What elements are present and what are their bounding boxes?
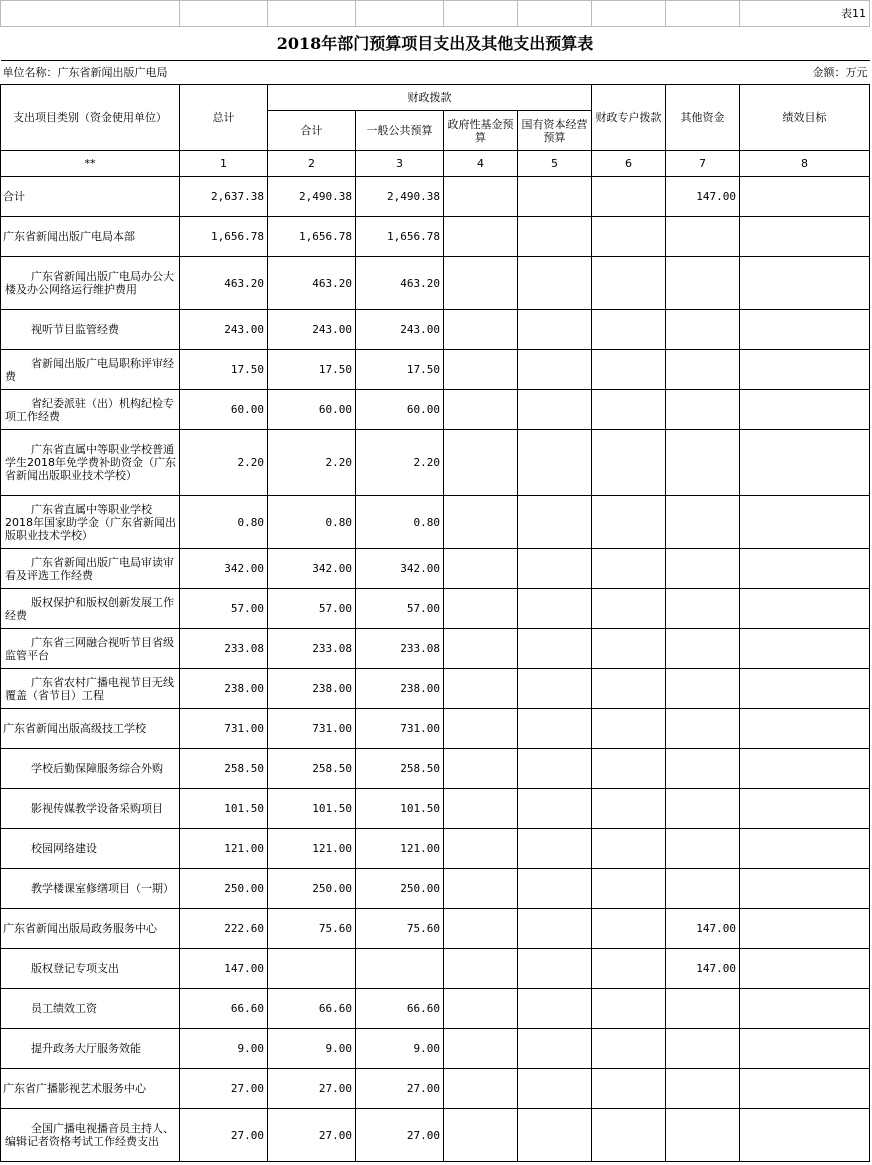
cell-general: 27.00 xyxy=(356,1109,444,1162)
row-name: 广东省新闻出版广电局审读审看及评选工作经费 xyxy=(1,549,180,589)
row-name: 学校后勤保障服务综合外购 xyxy=(1,749,180,789)
cell-other xyxy=(666,669,740,709)
cell-state-capital xyxy=(518,589,592,629)
table-row xyxy=(1,989,870,1029)
cell-special xyxy=(592,310,666,350)
cell-general: 57.00 xyxy=(356,589,444,629)
cell-performance xyxy=(740,709,870,749)
cell-gov-fund xyxy=(444,989,518,1029)
cell-fiscal-total: 121.00 xyxy=(268,829,356,869)
table-row xyxy=(1,629,870,669)
cell-performance xyxy=(740,869,870,909)
cell-other xyxy=(666,350,740,390)
cell-other xyxy=(666,829,740,869)
row-name: 广东省新闻出版局政务服务中心 xyxy=(1,909,180,949)
cell-special xyxy=(592,350,666,390)
cell-general: 9.00 xyxy=(356,1029,444,1069)
cell-state-capital xyxy=(518,829,592,869)
cell-performance xyxy=(740,629,870,669)
cell-fiscal-total: 0.80 xyxy=(268,496,356,549)
cell-total: 250.00 xyxy=(180,869,268,909)
cell-performance xyxy=(740,177,870,217)
cell-performance xyxy=(740,430,870,496)
table-row xyxy=(1,549,870,589)
cell-performance xyxy=(740,789,870,829)
cell-state-capital xyxy=(518,549,592,589)
row-name: 视听节目监管经费 xyxy=(1,310,180,350)
cell-special xyxy=(592,217,666,257)
cell-performance xyxy=(740,1069,870,1109)
cell-general: 731.00 xyxy=(356,709,444,749)
cell-performance xyxy=(740,749,870,789)
cell-state-capital xyxy=(518,989,592,1029)
cell-gov-fund xyxy=(444,629,518,669)
cell-other xyxy=(666,430,740,496)
cell-fiscal-total: 731.00 xyxy=(268,709,356,749)
cell-performance xyxy=(740,589,870,629)
cell-fiscal-total: 2,490.38 xyxy=(268,177,356,217)
cell-general: 101.50 xyxy=(356,789,444,829)
cell-total: 2,637.38 xyxy=(180,177,268,217)
cell-total: 463.20 xyxy=(180,257,268,310)
cell-fiscal-total: 9.00 xyxy=(268,1029,356,1069)
cell-other xyxy=(666,989,740,1029)
page-title: 2018年部门预算项目支出及其他支出预算表 xyxy=(1,27,870,61)
header-row-1 xyxy=(1,85,870,111)
cell-gov-fund xyxy=(444,1029,518,1069)
cell-total: 60.00 xyxy=(180,390,268,430)
cell-general: 233.08 xyxy=(356,629,444,669)
cell-general: 238.00 xyxy=(356,669,444,709)
cell-other: 147.00 xyxy=(666,949,740,989)
table-row xyxy=(1,310,870,350)
cell-general: 342.00 xyxy=(356,549,444,589)
cell-total: 243.00 xyxy=(180,310,268,350)
cell-other: 147.00 xyxy=(666,909,740,949)
cell-other xyxy=(666,589,740,629)
cell-performance xyxy=(740,949,870,989)
table-row xyxy=(1,949,870,989)
cell-state-capital xyxy=(518,669,592,709)
cell-general: 60.00 xyxy=(356,390,444,430)
unit-label: 单位名称：广东省新闻出版广电局 xyxy=(1,61,518,85)
index-cell: 4 xyxy=(444,151,518,177)
table-row xyxy=(1,589,870,629)
cell-state-capital xyxy=(518,177,592,217)
index-cell: 7 xyxy=(666,151,740,177)
cell-fiscal-total: 75.60 xyxy=(268,909,356,949)
cell-gov-fund xyxy=(444,949,518,989)
unit-row xyxy=(1,61,870,85)
header-gov-fund: 政府性基金预算 xyxy=(444,111,518,151)
cell-special xyxy=(592,549,666,589)
table-row xyxy=(1,390,870,430)
cell-special xyxy=(592,949,666,989)
table-row xyxy=(1,1069,870,1109)
cell-state-capital xyxy=(518,496,592,549)
cell-general: 66.60 xyxy=(356,989,444,1029)
cell-fiscal-total: 27.00 xyxy=(268,1109,356,1162)
cell-special xyxy=(592,669,666,709)
cell-fiscal-total: 238.00 xyxy=(268,669,356,709)
cell-special xyxy=(592,869,666,909)
cell-state-capital xyxy=(518,909,592,949)
cell-other xyxy=(666,1029,740,1069)
header-fiscal: 财政拨款 xyxy=(268,85,592,111)
cell-performance xyxy=(740,1109,870,1162)
cell-total: 233.08 xyxy=(180,629,268,669)
table-row xyxy=(1,217,870,257)
cell-special xyxy=(592,430,666,496)
row-name: 广东省新闻出版广电局办公大楼及办公网络运行维护费用 xyxy=(1,257,180,310)
cell-special xyxy=(592,257,666,310)
cell-gov-fund xyxy=(444,709,518,749)
header-fiscal-total: 合计 xyxy=(268,111,356,151)
index-cell: 8 xyxy=(740,151,870,177)
cell-total: 17.50 xyxy=(180,350,268,390)
cell-gov-fund xyxy=(444,829,518,869)
cell-general xyxy=(356,949,444,989)
table-number: 表11 xyxy=(740,1,870,27)
cell-fiscal-total: 60.00 xyxy=(268,390,356,430)
cell-general: 243.00 xyxy=(356,310,444,350)
header-performance: 绩效目标 xyxy=(740,85,870,151)
cell-fiscal-total: 250.00 xyxy=(268,869,356,909)
table-row xyxy=(1,430,870,496)
cell-total: 121.00 xyxy=(180,829,268,869)
cell-special xyxy=(592,909,666,949)
cell-state-capital xyxy=(518,1069,592,1109)
cell-state-capital xyxy=(518,430,592,496)
cell-other xyxy=(666,549,740,589)
index-cell: 5 xyxy=(518,151,592,177)
cell-total: 731.00 xyxy=(180,709,268,749)
cell-general: 258.50 xyxy=(356,749,444,789)
cell-gov-fund xyxy=(444,1069,518,1109)
cell-special xyxy=(592,749,666,789)
cell-state-capital xyxy=(518,310,592,350)
row-name: 教学楼课室修缮项目（一期） xyxy=(1,869,180,909)
cell-other xyxy=(666,217,740,257)
table-row xyxy=(1,909,870,949)
cell-special xyxy=(592,1029,666,1069)
cell-special xyxy=(592,1109,666,1162)
cell-gov-fund xyxy=(444,310,518,350)
cell-special xyxy=(592,709,666,749)
cell-total: 2.20 xyxy=(180,430,268,496)
cell-other xyxy=(666,390,740,430)
table-row xyxy=(1,789,870,829)
cell-special xyxy=(592,1069,666,1109)
cell-other xyxy=(666,789,740,829)
cell-fiscal-total: 1,656.78 xyxy=(268,217,356,257)
cell-other xyxy=(666,629,740,669)
header-category: 支出项目类别（资金使用单位） xyxy=(1,85,180,151)
cell-general: 17.50 xyxy=(356,350,444,390)
cell-performance xyxy=(740,310,870,350)
cell-performance xyxy=(740,496,870,549)
index-cell: 6 xyxy=(592,151,666,177)
cell-performance xyxy=(740,989,870,1029)
cell-gov-fund xyxy=(444,177,518,217)
cell-other: 147.00 xyxy=(666,177,740,217)
cell-fiscal-total: 243.00 xyxy=(268,310,356,350)
table-row xyxy=(1,709,870,749)
cell-performance xyxy=(740,829,870,869)
cell-other xyxy=(666,496,740,549)
cell-performance xyxy=(740,350,870,390)
header-special: 财政专户拨款 xyxy=(592,85,666,151)
cell-total: 9.00 xyxy=(180,1029,268,1069)
cell-special xyxy=(592,589,666,629)
row-name: 广东省广播影视艺术服务中心 xyxy=(1,1069,180,1109)
cell-state-capital xyxy=(518,257,592,310)
index-cell: 2 xyxy=(268,151,356,177)
cell-gov-fund xyxy=(444,430,518,496)
cell-total: 101.50 xyxy=(180,789,268,829)
cell-gov-fund xyxy=(444,909,518,949)
cell-fiscal-total: 463.20 xyxy=(268,257,356,310)
cell-fiscal-total: 2.20 xyxy=(268,430,356,496)
cell-state-capital xyxy=(518,629,592,669)
cell-fiscal-total xyxy=(268,949,356,989)
table-row xyxy=(1,350,870,390)
cell-general: 75.60 xyxy=(356,909,444,949)
cell-performance xyxy=(740,390,870,430)
cell-other xyxy=(666,1069,740,1109)
table-row xyxy=(1,869,870,909)
cell-general: 250.00 xyxy=(356,869,444,909)
row-name: 提升政务大厅服务效能 xyxy=(1,1029,180,1069)
table-row xyxy=(1,257,870,310)
index-cell: ** xyxy=(1,151,180,177)
cell-general: 2,490.38 xyxy=(356,177,444,217)
cell-fiscal-total: 233.08 xyxy=(268,629,356,669)
row-name: 校园网络建设 xyxy=(1,829,180,869)
cell-state-capital xyxy=(518,350,592,390)
cell-other xyxy=(666,1109,740,1162)
cell-performance xyxy=(740,257,870,310)
table-row xyxy=(1,1029,870,1069)
cell-gov-fund xyxy=(444,217,518,257)
cell-general: 27.00 xyxy=(356,1069,444,1109)
cell-special xyxy=(592,629,666,669)
cell-special xyxy=(592,829,666,869)
row-name: 员工绩效工资 xyxy=(1,989,180,1029)
cell-total: 27.00 xyxy=(180,1109,268,1162)
cell-special xyxy=(592,989,666,1029)
row-name: 版权登记专项支出 xyxy=(1,949,180,989)
row-name: 广东省三网融合视听节目省级监管平台 xyxy=(1,629,180,669)
cell-total: 222.60 xyxy=(180,909,268,949)
row-name: 全国广播电视播音员主持人、编辑记者资格考试工作经费支出 xyxy=(1,1109,180,1162)
cell-total: 342.00 xyxy=(180,549,268,589)
table-row xyxy=(1,749,870,789)
row-name: 省纪委派驻（出）机构纪检专项工作经费 xyxy=(1,390,180,430)
cell-fiscal-total: 57.00 xyxy=(268,589,356,629)
title-row xyxy=(1,27,870,61)
cell-gov-fund xyxy=(444,869,518,909)
header-general: 一般公共预算 xyxy=(356,111,444,151)
row-name: 版权保护和版权创新发展工作经费 xyxy=(1,589,180,629)
table-number-row xyxy=(1,1,870,27)
cell-special xyxy=(592,789,666,829)
cell-performance xyxy=(740,1029,870,1069)
cell-total: 1,656.78 xyxy=(180,217,268,257)
cell-gov-fund xyxy=(444,749,518,789)
cell-total: 258.50 xyxy=(180,749,268,789)
cell-state-capital xyxy=(518,1029,592,1069)
cell-state-capital xyxy=(518,749,592,789)
cell-fiscal-total: 17.50 xyxy=(268,350,356,390)
row-name: 广东省新闻出版广电局本部 xyxy=(1,217,180,257)
cell-other xyxy=(666,709,740,749)
cell-gov-fund xyxy=(444,496,518,549)
table-row xyxy=(1,1109,870,1162)
cell-performance xyxy=(740,217,870,257)
cell-state-capital xyxy=(518,949,592,989)
cell-fiscal-total: 342.00 xyxy=(268,549,356,589)
row-name: 广东省农村广播电视节目无线覆盖（省节目）工程 xyxy=(1,669,180,709)
cell-performance xyxy=(740,549,870,589)
cell-fiscal-total: 258.50 xyxy=(268,749,356,789)
index-cell: 3 xyxy=(356,151,444,177)
cell-state-capital xyxy=(518,1109,592,1162)
cell-state-capital xyxy=(518,789,592,829)
cell-state-capital xyxy=(518,869,592,909)
cell-other xyxy=(666,869,740,909)
cell-other xyxy=(666,749,740,789)
table-row xyxy=(1,496,870,549)
index-cell: 1 xyxy=(180,151,268,177)
cell-gov-fund xyxy=(444,257,518,310)
cell-special xyxy=(592,390,666,430)
amount-label: 金额：万元 xyxy=(740,61,870,85)
cell-general: 121.00 xyxy=(356,829,444,869)
cell-other xyxy=(666,310,740,350)
cell-total: 0.80 xyxy=(180,496,268,549)
cell-special xyxy=(592,177,666,217)
cell-total: 57.00 xyxy=(180,589,268,629)
row-name: 合计 xyxy=(1,177,180,217)
row-name: 省新闻出版广电局职称评审经费 xyxy=(1,350,180,390)
cell-total: 147.00 xyxy=(180,949,268,989)
cell-total: 66.60 xyxy=(180,989,268,1029)
cell-performance xyxy=(740,909,870,949)
row-name: 广东省直属中等职业学校2018年国家助学金（广东省新闻出版职业技术学校） xyxy=(1,496,180,549)
cell-general: 1,656.78 xyxy=(356,217,444,257)
cell-state-capital xyxy=(518,217,592,257)
header-other: 其他资金 xyxy=(666,85,740,151)
cell-state-capital xyxy=(518,709,592,749)
cell-fiscal-total: 66.60 xyxy=(268,989,356,1029)
cell-total: 238.00 xyxy=(180,669,268,709)
cell-total: 27.00 xyxy=(180,1069,268,1109)
cell-special xyxy=(592,496,666,549)
cell-performance xyxy=(740,669,870,709)
cell-fiscal-total: 27.00 xyxy=(268,1069,356,1109)
index-row xyxy=(1,151,870,177)
cell-gov-fund xyxy=(444,789,518,829)
cell-state-capital xyxy=(518,390,592,430)
header-total: 总计 xyxy=(180,85,268,151)
cell-gov-fund xyxy=(444,390,518,430)
cell-other xyxy=(666,257,740,310)
header-state-capital: 国有资本经营预算 xyxy=(518,111,592,151)
cell-gov-fund xyxy=(444,350,518,390)
table-row xyxy=(1,829,870,869)
row-name: 影视传媒教学设备采购项目 xyxy=(1,789,180,829)
cell-gov-fund xyxy=(444,589,518,629)
cell-gov-fund xyxy=(444,549,518,589)
cell-fiscal-total: 101.50 xyxy=(268,789,356,829)
table-row xyxy=(1,177,870,217)
cell-general: 463.20 xyxy=(356,257,444,310)
row-name: 广东省新闻出版高级技工学校 xyxy=(1,709,180,749)
cell-general: 2.20 xyxy=(356,430,444,496)
row-name: 广东省直属中等职业学校普通学生2018年免学费补助资金（广东省新闻出版职业技术学校） xyxy=(1,430,180,496)
cell-general: 0.80 xyxy=(356,496,444,549)
cell-gov-fund xyxy=(444,1109,518,1162)
cell-gov-fund xyxy=(444,669,518,709)
table-row xyxy=(1,669,870,709)
